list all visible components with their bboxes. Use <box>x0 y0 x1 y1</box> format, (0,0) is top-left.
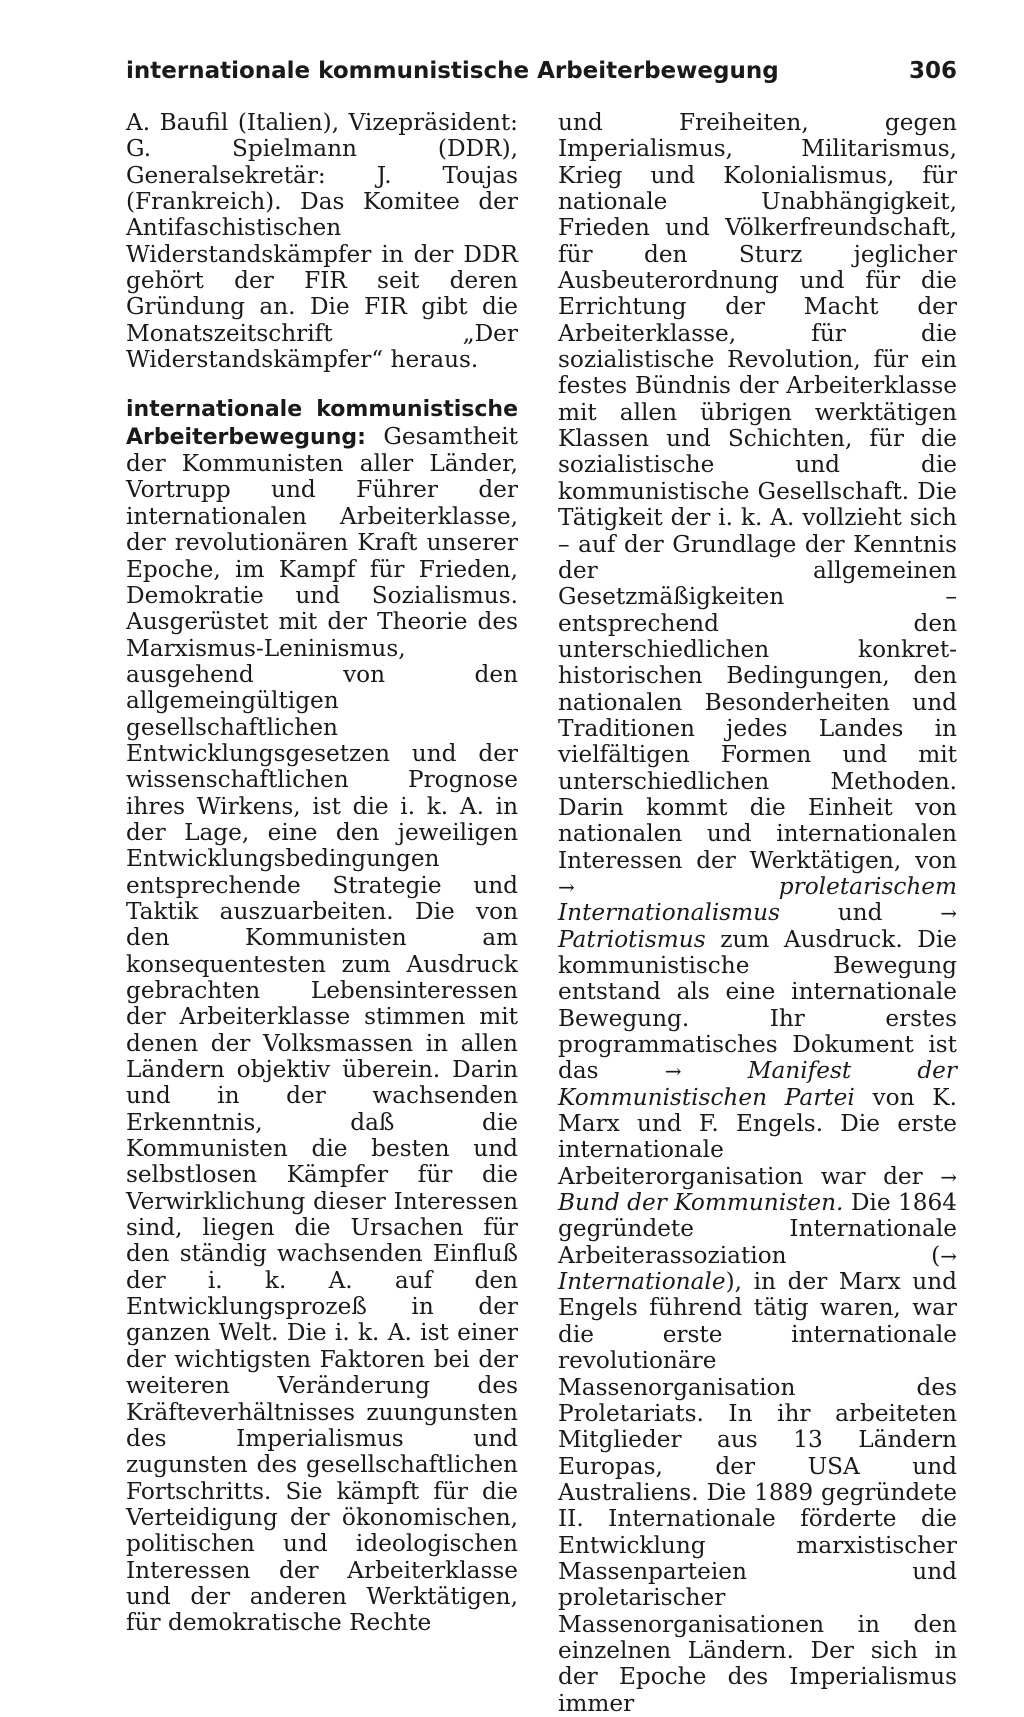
entry-continuation <box>558 110 957 1717</box>
entry-text: Gesamtheit der Kommunisten aller Länder, Vortrupp und Führer der internationalen Arbeiterklasse, der revolutionären Kraft unserer Epoche, im Kampf für Frieden, Demokratie und Sozialismus. Ausgerüstet mit der Theorie des Marxismus-Leninismus, ausgehend von den allgemeingültigen gesellschaftlichen Entwicklungsgesetzen und der wissenschaftlichen Prognose ihres Wirkens, ist die i. k. A. in der Lage, eine den jeweiligen Entwicklungsbedingungen entsprechende Strategie und Taktik auszuarbeiten. Die von den Kommunisten am konsequentesten zum Ausdruck gebrachten Lebensinteressen der Arbeiterklasse stimmen mit denen der Volksmassen in allen Ländern objektiv überein. Darin und in der wachsenden Erkenntnis, daß die Kommunisten die besten und selbstlosen Kämpfer für die Verwirklichung dieser Interessen sind, liegen die Ursachen für den ständig wachsenden Einfluß der i. k. A. auf den Entwicklungsprozeß in der ganzen Welt. Die i. k. A. ist einer der wichtigsten Faktoren bei der weiteren Veränderung des Kräfteverhältnisses zuungunsten des Imperialismus und zugunsten des gesellschaftlichen Fortschritts. Sie kämpft für die Verteidigung der ökonomischen, politischen und ideologischen Interessen der Arbeiterklasse und der anderen Werktätigen, für demokratische Rechte <box>126 422 518 1637</box>
arrow-right-icon: → <box>664 1059 682 1084</box>
arrow-right-icon: → <box>940 1243 957 1268</box>
body-text: zum Ausdruck. Die kommunistische Bewegung entstand als eine internationale Bewegung. Ihr erstes programmatisches Dokument ist das <box>558 925 957 1085</box>
cross-reference[interactable]: Manifest der Kommunistischen Partei <box>558 1057 957 1111</box>
page-number: 306 <box>908 58 957 84</box>
body-text: Die 1864 gegründete Internationale Arbeiterassoziation ( <box>558 1189 957 1269</box>
dictionary-entry <box>126 396 518 1636</box>
entry-term: internationale kommunistische Arbeiterbewegung: <box>126 397 518 450</box>
cross-reference[interactable]: Patriotismus <box>558 925 706 953</box>
left-column <box>126 110 518 1637</box>
body-text: und Freiheiten, gegen Imperialismus, Militarismus, Krieg und Kolonialismus, für nationale Unabhängigkeit, Frieden und Völkerfreundschaft, für den Sturz jeglicher Ausbeuterordnung und für die Errichtung der Macht der Arbeiterklasse, für die sozialistische Revolution, für ein festes Bündnis der Arbeiterklasse mit allen übrigen werktätigen Klassen und Schichten, für die sozialistische und die kommunistische Gesellschaft. Die Tätigkeit der i. k. A. vollzieht sich – auf der Grundlage der Kenntnis der allgemeinen Gesetzmäßigkeiten – entsprechend den unterschiedlichen konkret-historischen Bedingungen, den nationalen Besonderheiten und Traditionen jedes Landes in vielfältigen Formen und mit unterschiedlichen Methoden. Darin kommt die Einheit von nationalen und internationalen Interessen der Werktätigen, von <box>558 109 957 874</box>
right-column <box>558 110 957 1717</box>
body-text: ), in der Marx und Engels führend tätig waren, war die erste internationale revolutionäre Massenorganisation des Proletariats. In ihr arbeiteten Mitglieder aus 13 Ländern Europas, der USA und Australiens. Die 1889 gegründete II. Internationale förderte die Entwicklung marxistischer Massenparteien und proletarischer Massenorganisationen in den einzelnen Ländern. Der sich in der Epoche des Imperialismus immer <box>558 1268 957 1717</box>
cross-reference[interactable]: proletarischem Internationalismus <box>558 872 957 927</box>
arrow-right-icon: → <box>940 1164 958 1189</box>
running-head-title: internationale kommunistische Arbeiterbewegung <box>126 58 779 84</box>
arrow-right-icon: → <box>558 874 575 899</box>
page-header <box>126 52 957 92</box>
previous-entry-continuation: A. Baufil (Italien), Vizepräsident: G. Spielmann (DDR), Generalsekretär: J. Toujas (Frankreich). Das Komitee der Antifaschistischen Widerstandskämpfer in der DDR gehört der FIR seit deren Gründung an. Die FIR gibt die Monatszeitschrift „Der Widerstandskämpfer“ heraus. <box>126 109 518 374</box>
body-text: von K. Marx und F. Engels. Die erste internationale Arbeiterorganisation war der <box>558 1083 958 1190</box>
cross-reference[interactable]: Internationale <box>558 1268 726 1296</box>
body-text: und <box>837 899 883 927</box>
cross-reference[interactable]: Bund der Kommunisten. <box>558 1189 844 1217</box>
arrow-right-icon: → <box>940 901 957 926</box>
